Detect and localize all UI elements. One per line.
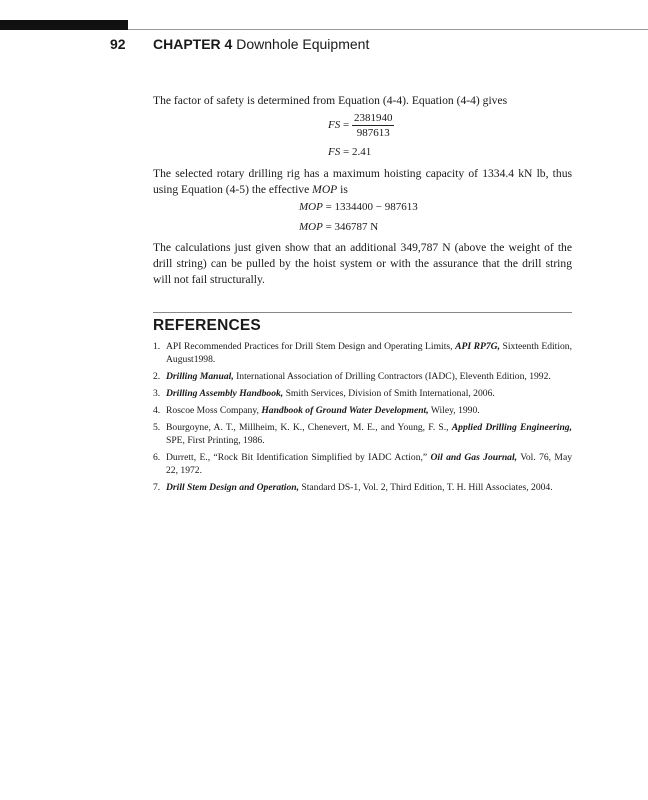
reference-item	[153, 421, 572, 447]
mop-variable-2: MOP	[299, 221, 323, 233]
reference-number: 5.	[153, 422, 161, 433]
reference-number: 6.	[153, 452, 161, 463]
equation-mop-expr	[299, 201, 418, 213]
fs-variable-2: FS	[328, 146, 341, 158]
fs-numerator: 2381940	[353, 112, 393, 124]
chapter-label: CHAPTER 4	[153, 36, 233, 52]
reference-number: 2.	[153, 371, 161, 382]
header-rule	[128, 29, 648, 30]
equation-mop-result	[299, 221, 378, 233]
reference-item	[153, 404, 572, 417]
chapter-title: Downhole Equipment	[236, 36, 370, 52]
fs-fraction	[352, 112, 395, 139]
reference-number: 3.	[153, 388, 161, 399]
mop-result: = 346787 N	[325, 221, 379, 233]
reference-number: 1.	[153, 341, 161, 352]
chapter-heading	[153, 36, 369, 52]
reference-item	[153, 340, 572, 366]
fs-denominator: 987613	[356, 127, 390, 139]
reference-item	[153, 370, 572, 383]
paragraph-3-text: The calculations just given show that an additional 349,787 N (above the weight of the drill string) can be pulled by the hoist system or with the assurance that the drill string will not fail structurally.	[153, 241, 572, 286]
mop-expression: = 1334400 − 987613	[325, 201, 418, 213]
paragraph-2-text: The selected rotary drilling rig has a maximum hoisting capacity of 1334.4 kN lb, thus using Equation (4-5) the effective MOP is	[153, 167, 572, 196]
reference-number: 4.	[153, 405, 161, 416]
references-heading: REFERENCES	[153, 317, 261, 334]
header-black-bar	[0, 20, 128, 30]
reference-text: Roscoe Moss Company, Handbook of Ground Water Development, Wiley, 1990.	[166, 405, 480, 416]
reference-text: Drill Stem Design and Operation, Standard DS-1, Vol. 2, Third Edition, T. H. Hill Associates, 2004.	[166, 482, 553, 493]
reference-text: Drilling Manual, International Association of Drilling Contractors (IADC), Eleventh Edition, 1992.	[166, 371, 551, 382]
fs-result: = 2.41	[342, 146, 372, 158]
references-list	[153, 340, 572, 498]
mop-variable: MOP	[299, 201, 323, 213]
reference-item	[153, 387, 572, 400]
reference-item	[153, 481, 572, 494]
reference-text: API Recommended Practices for Drill Stem Design and Operating Limits, API RP7G, Sixteenth Edition, August1998.	[166, 341, 572, 365]
reference-text: Drilling Assembly Handbook, Smith Services, Division of Smith International, 2006.	[166, 388, 495, 399]
reference-number: 7.	[153, 482, 161, 493]
paragraph-2	[153, 166, 572, 198]
equation-fs-result	[328, 146, 371, 158]
page-number: 92	[110, 36, 126, 52]
paragraph-3	[153, 240, 572, 288]
reference-text: Durrett, E., “Rock Bit Identification Simplified by IADC Action,” Oil and Gas Journal, Vol. 76, May 22, 1972.	[166, 452, 572, 476]
fs-variable: FS	[328, 119, 341, 132]
paragraph-1-text: The factor of safety is determined from Equation (4-4). Equation (4-4) gives	[153, 94, 508, 107]
reference-text: Bourgoyne, A. T., Millheim, K. K., Chenevert, M. E., and Young, F. S., Applied Drilling Engineering, SPE, First Printing, 1986.	[166, 422, 572, 446]
paragraph-1	[153, 93, 572, 109]
reference-item	[153, 451, 572, 477]
references-rule	[153, 312, 572, 313]
equation-fs-fraction: FS = $\frac{2381940}{987613}$	[328, 112, 393, 139]
